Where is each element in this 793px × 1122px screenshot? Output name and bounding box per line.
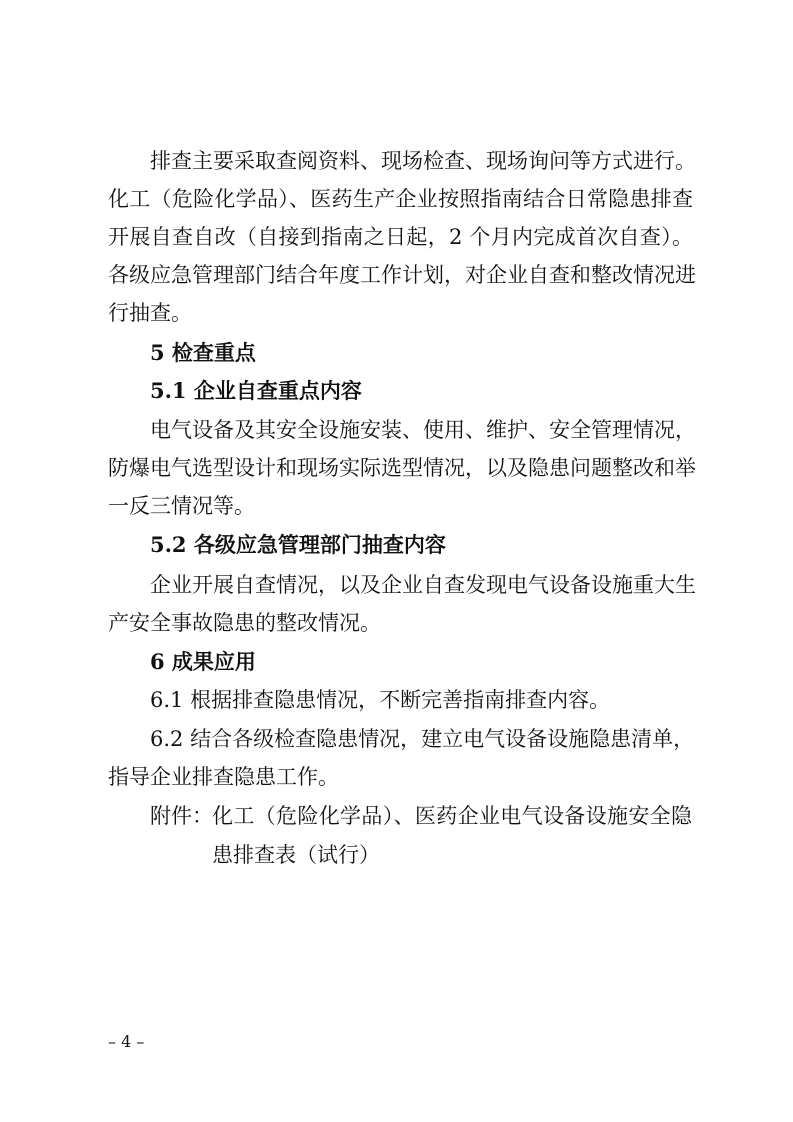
section-heading-5-1: 5.1 企业自查重点内容 — [150, 378, 362, 403]
paragraph-line: 排查主要采取查阅资料、现场检查、现场询问等方式进行。 — [150, 149, 696, 173]
paragraph-line: 各级应急管理部门结合年度工作计划，对企业自查和整改情况进 — [108, 263, 696, 287]
paragraph-line: 电气设备及其安全设施安装、使用、维护、安全管理情况， — [150, 418, 696, 442]
attachment-label: 附件： — [150, 804, 213, 828]
paragraph-line: 开展自查自改（自接到指南之日起，2 个月内完成首次自查）。 — [108, 225, 693, 249]
paragraph-line: 企业开展自查情况，以及企业自查发现电气设备设施重大生 — [150, 573, 696, 597]
paragraph-line: 行抽查。 — [108, 301, 192, 325]
paragraph-line: 防爆电气选型设计和现场实际选型情况，以及隐患问题整改和举 — [108, 456, 696, 480]
paragraph-line: 产安全事故隐患的整改情况。 — [108, 611, 381, 635]
item-6-2-line: 6.2 结合各级检查隐患情况，建立电气设备设施隐患清单， — [150, 727, 695, 751]
paragraph-line: 一反三情况等。 — [108, 494, 255, 518]
item-6-2-line: 指导企业排查隐患工作。 — [108, 765, 339, 789]
attachment-title-line: 患排查表（试行） — [212, 843, 380, 867]
page-number: – 4 – — [108, 1032, 145, 1051]
section-heading-5-2: 5.2 各级应急管理部门抽查内容 — [150, 532, 446, 557]
item-6-1: 6.1 根据排查隐患情况，不断完善指南排查内容。 — [150, 688, 611, 712]
section-heading-5: 5 检查重点 — [150, 340, 256, 365]
paragraph-line: 化工（危险化学品）、医药生产企业按照指南结合日常隐患排查 — [108, 187, 693, 211]
attachment-title-line: 化工（危险化学品）、医药企业电气设备设施安全隐 — [212, 804, 692, 828]
section-heading-6: 6 成果应用 — [150, 649, 256, 674]
